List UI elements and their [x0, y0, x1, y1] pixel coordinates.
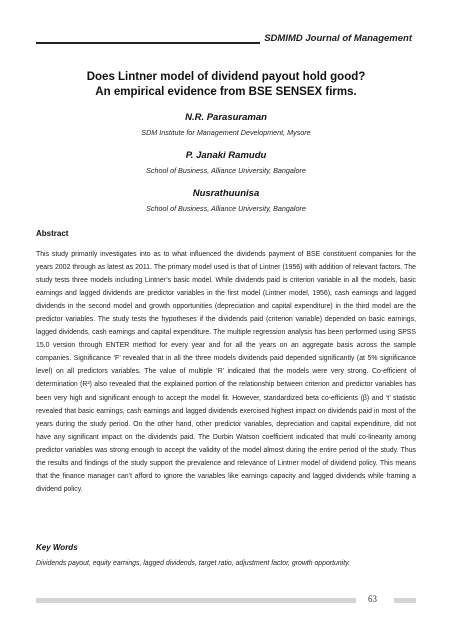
author-name: N.R. Parasuraman	[185, 112, 267, 123]
footer-bar-right	[394, 598, 416, 603]
header-rule	[36, 42, 260, 44]
footer-bar	[36, 598, 356, 603]
title-block	[36, 70, 416, 214]
page-number: 63	[368, 594, 377, 604]
abstract-text: This study primarily investigates into as to what influenced the dividends payment of BSE constituent companies for the years 2002 through as latest as 2011. The primary model used is that of Lintner (1956) with addition of relevant factors. The study tests three models including Lintner’s basic model. While dividends paid is criterion variable in all the models, basic earnings and lagged dividends are predictor variables in the first model (Lintner model, 1956), cash earnings and lagged dividends in the second model and growth opportunities (depreciation and capital expenditure) in the third model are the predictor variables. The study tests the hypotheses if the dividends paid (criterion variable) depended on basic earnings, lagged dividends, cash earnings and capital expenditure. The multiple regression analysis has been performed using SPSS 15.0 version through ENTER method for every year and for all the years on an aggregate basis across the sample companies. Significance ‘F’ revealed that in all the three models dividends paid depended significantly (at 5% significance level) on all predictors variables. The value of multiple ‘R’ indicated that the models were very strong. Co-efficient of determination (R²) also revealed that the explained portion of the relationship between criterion and predictor variables has been very high and significant enough to accept the model fit. However, standardized beta co-efficients (β) and ‘t’ statistic revealed that basic earnings, cash earnings and lagged dividends exercised highest impact on dividends paid in most of the years during the study period. On the other hand, other predictor variables, depreciation and capital expenditure, did not have any significant impact on the dividends paid. The Durbin Watson coefficient indicated that multi co-linearity among predictor variables was strong enough to accept the validity of the model almost during the entire period of the study. Thus the results and findings of the study support the prevalence and relevance of Lintner model of dividend policy. This means that the finance manager can’t afford to ignore the variables like earnings capacity and lagged dividends while framing a dividend policy.	[36, 251, 416, 493]
keywords-text: Dividends payout, equity earnings, lagged dividends, target ratio, adjustment factor, growth opportunity.	[36, 560, 350, 567]
article-title-line-2: An empirical evidence from BSE SENSEX firms.	[95, 86, 357, 98]
author-affiliation: School of Business, Alliance University, Bangalore	[146, 204, 306, 213]
journal-name: SDMIMD Journal of Management	[264, 33, 412, 44]
author-name: P. Janaki Ramudu	[185, 150, 267, 161]
author-affiliation: SDM Institute for Management Development, Mysore	[141, 128, 311, 137]
abstract-heading: Abstract	[36, 229, 69, 238]
author-name: Nusrathuunisa	[192, 188, 260, 199]
article-title-line-1: Does Lintner model of dividend payout hold good?	[86, 71, 366, 83]
author-affiliation: School of Business, Alliance University, Bangalore	[146, 166, 306, 175]
keywords-heading: Key Words	[36, 543, 78, 552]
